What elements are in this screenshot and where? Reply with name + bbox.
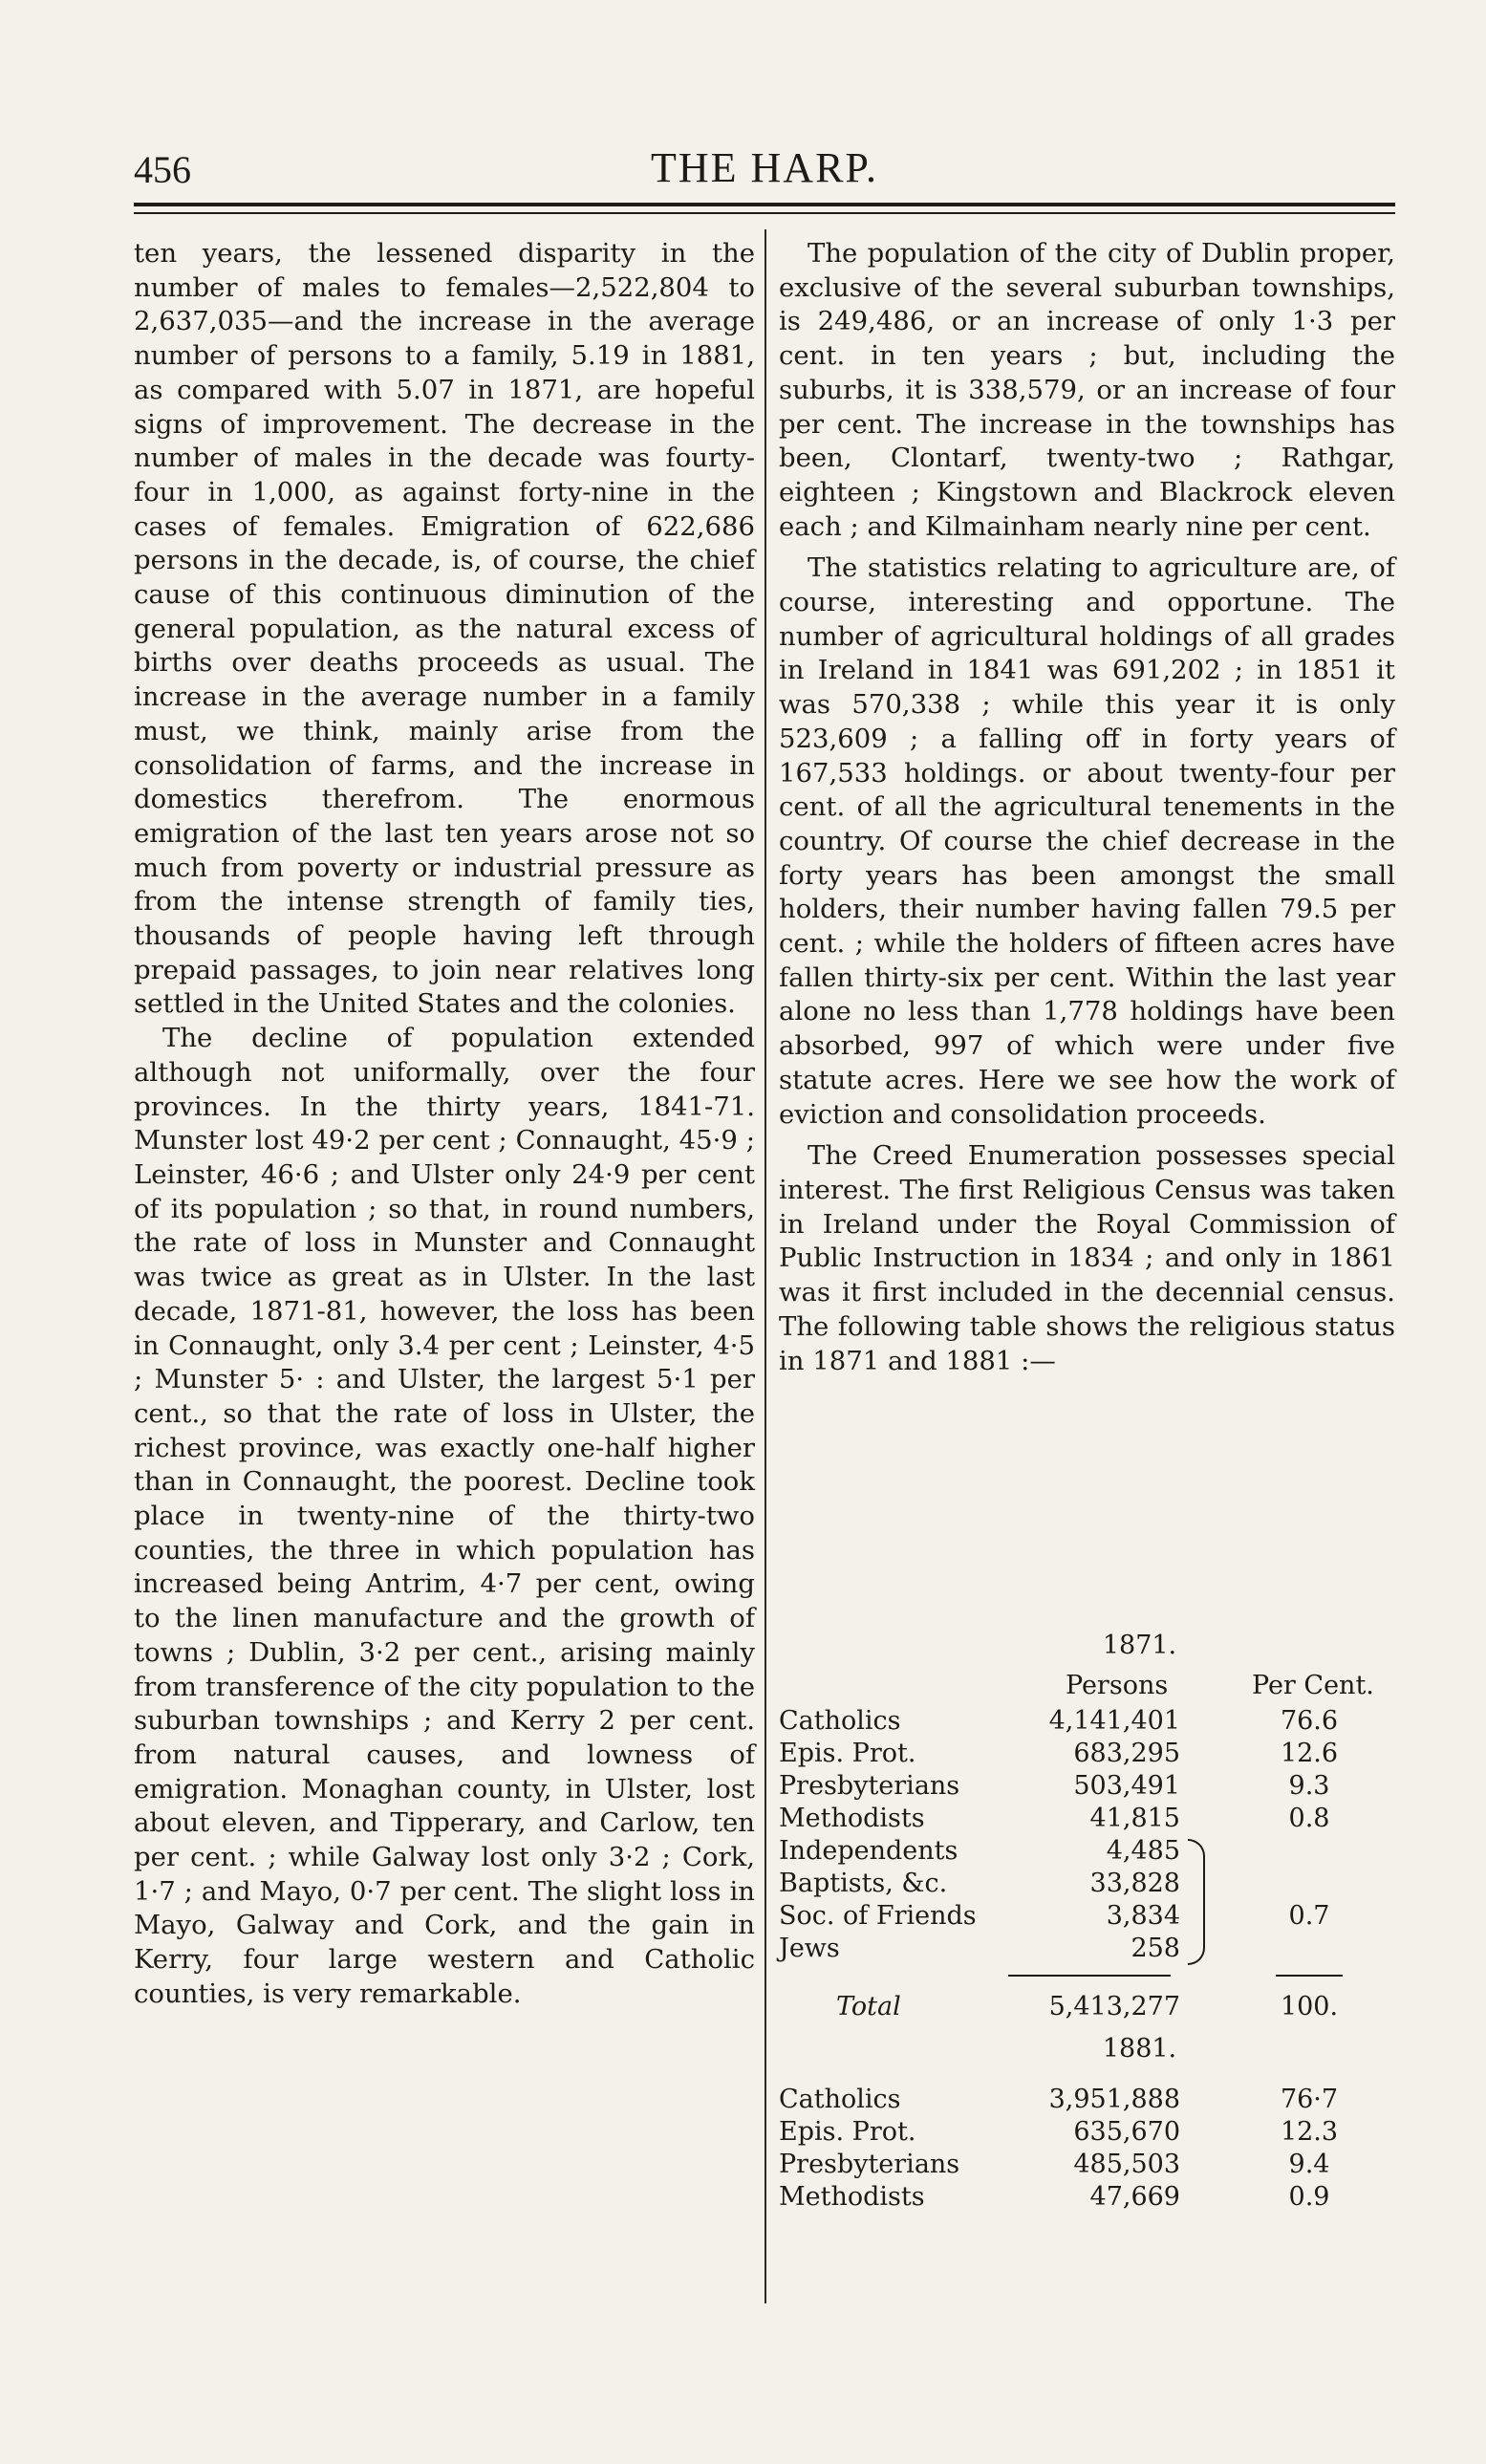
denomination-cell: Jews bbox=[779, 1934, 840, 1963]
rows-1871 bbox=[779, 1705, 1395, 1965]
header-rule-thin bbox=[134, 212, 1395, 214]
percent-cell: 0.9 bbox=[1288, 2182, 1330, 2212]
persons-cell: 503,491 bbox=[1073, 1771, 1180, 1801]
table-row bbox=[779, 2116, 1395, 2149]
denomination-cell: Methodists bbox=[779, 1804, 925, 1833]
total-rule-persons bbox=[1008, 1975, 1171, 1977]
year-heading-1881: 1881. bbox=[1102, 2034, 1177, 2064]
persons-cell: 635,670 bbox=[1073, 2117, 1180, 2147]
denomination-cell: Independents bbox=[779, 1836, 958, 1866]
paragraph: The decline of population extended although not uniformally, over the four provinces. In the thirty years, 1841-71. Munster lost 49·2 per cent ; Connaught, 45·9 ; Leinster, 46·6 ; and Ulster only 24·9 per cent of its population ; so that, in round numbers, the rate of loss in Munster and Connaught was twice as great as in Ulster. In the last decade, 1871-81, however, the loss has been in Connaught, only 3.4 per cent ; Leinster, 4·5 ; Munster 5· : and Ulster, the largest 5·1 per cent., so that the rate of loss in Ulster, the richest province, was exactly one-half higher than in Connaught, the poorest. Decline took place in twenty-nine of the thirty-two counties, the three in which population has increased being Antrim, 4·7 per cent, owing to the linen manufacture and the growth of towns ; Dublin, 3·2 per cent., arising mainly from transference of the city population to the suburban townships ; and Kerry 2 per cent. from natural causes, and lowness of emigration. Monaghan county, in Ulster, lost about eleven, and Tipperary, and Carlow, ten per cent. ; while Galway lost only 3·2 ; Cork, 1·7 ; and Mayo, 0·7 per cent. The slight loss in Mayo, Galway and Cork, and the gain in Kerry, four large western and Catholic counties, is very remarkable. bbox=[134, 1023, 755, 2009]
persons-heading: Persons bbox=[1066, 1671, 1169, 1700]
percent-cell: 76·7 bbox=[1280, 2085, 1339, 2114]
right-column bbox=[779, 237, 1395, 1378]
total-percent: 100. bbox=[1280, 1992, 1339, 2021]
table-row bbox=[779, 1803, 1395, 1835]
percent-cell: 76.6 bbox=[1280, 1706, 1339, 1736]
percent-cell: 12.6 bbox=[1280, 1739, 1339, 1768]
table-column-headings bbox=[779, 1667, 1395, 1705]
header-rule-thick bbox=[134, 203, 1395, 206]
persons-cell: 485,503 bbox=[1073, 2150, 1180, 2179]
percent-cell: 0.7 bbox=[1288, 1901, 1330, 1931]
denomination-cell: Baptists, &c. bbox=[779, 1869, 948, 1898]
spacer bbox=[779, 2070, 1395, 2084]
total-persons: 5,413,277 bbox=[1048, 1992, 1180, 2021]
total-label: Total bbox=[836, 1992, 901, 2021]
percent-cell: 0.8 bbox=[1288, 1804, 1330, 1833]
table-row bbox=[779, 2084, 1395, 2116]
denomination-cell: Epis. Prot. bbox=[779, 1739, 916, 1768]
paragraph: The Creed Enumeration possesses special interest. The first Religious Census was taken in Ireland under the Royal Commission of Public Instruction in 1834 ; and only in 1861 was it first included in the decennial census. The following table shows the religious status in 1871 and 1881 :— bbox=[779, 1140, 1395, 1376]
paragraph: The population of the city of Dublin proper, exclusive of the several suburban townships, is 249,486, or an increase of only 1·3 per cent. in ten years ; but, including the suburbs, it is 338,579, or an increase of four per cent. The increase in the townships has been, Clontarf, twenty-two ; Rathgar, eighteen ; Kingstown and Blackrock eleven each ; and Kilmainham nearly nine per cent. bbox=[779, 238, 1395, 542]
percent-cell: 9.4 bbox=[1288, 2150, 1330, 2179]
persons-cell: 3,951,888 bbox=[1048, 2085, 1180, 2114]
total-rules bbox=[779, 1965, 1395, 1986]
table-row bbox=[779, 1770, 1395, 1803]
denomination-cell: Presbyterians bbox=[779, 1771, 960, 1801]
grouping-brace bbox=[1188, 1839, 1205, 1965]
rows-1881 bbox=[779, 2084, 1395, 2214]
page-header bbox=[134, 143, 1395, 201]
table-row bbox=[779, 1835, 1395, 1868]
table-row bbox=[779, 1900, 1395, 1933]
table-row bbox=[779, 1705, 1395, 1738]
table-row bbox=[779, 1933, 1395, 1965]
denomination-cell: Catholics bbox=[779, 2085, 901, 2114]
year-heading-1871: 1871. bbox=[1102, 1631, 1177, 1660]
denomination-cell: Methodists bbox=[779, 2182, 925, 2212]
total-rule-percent bbox=[1276, 1975, 1343, 1977]
percent-cell: 9.3 bbox=[1288, 1771, 1330, 1801]
persons-cell: 33,828 bbox=[1089, 1869, 1180, 1898]
running-title: THE HARP. bbox=[650, 144, 879, 191]
paragraph: ten years, the lessened disparity in the number of males to females—2,522,804 to 2,637,035—and the increase in the average number of persons to a family, 5.19 in 1881, as compared with 5.07 in 1871, are hopeful signs of improvement. The decrease in the number of males in the decade was fourty-four in 1,000, as against forty-nine in the cases of females. Emigration of 622,686 persons in the decade, is, of course, the chief cause of this continuous diminution of the general population, as the natural excess of births over deaths proceeds as usual. The increase in the average number in a family must, we think, mainly arise from the consolidation of farms, and the increase in domestics therefrom. The enormous emigration of the last ten years arose not so much from poverty or industrial pressure as from the intense strength of family ties, thousands of people having left through prepaid passages, to join near relatives long settled in the United States and the colonies. bbox=[134, 238, 755, 1020]
denomination-cell: Epis. Prot. bbox=[779, 2117, 916, 2147]
page-number: 456 bbox=[134, 148, 191, 191]
paragraph: The statistics relating to agriculture are, of course, interesting and opportune. The number of agricultural holdings of all grades in Ireland in 1841 was 691,202 ; in 1851 it was 570,338 ; while this year it is only 523,609 ; a falling off in forty years of 167,533 holdings. or about twenty-four per cent. of all the agricultural tenements in the country. Of course the chief decrease in the forty years has been amongst the small holders, their number having fallen 79.5 per cent. ; while the holders of fifteen acres have fallen thirty-six per cent. Within the last year alone no less than 1,778 holdings have been absorbed, 997 of which were under five statute acres. Here we see how the work of eviction and consolidation proceeds. bbox=[779, 552, 1395, 1130]
denomination-cell: Soc. of Friends bbox=[779, 1901, 977, 1931]
column-divider bbox=[765, 229, 766, 2303]
left-column bbox=[134, 237, 755, 2012]
total-row bbox=[779, 1986, 1395, 2028]
table-row bbox=[779, 1738, 1395, 1770]
persons-cell: 47,669 bbox=[1089, 2182, 1180, 2212]
persons-cell: 683,295 bbox=[1073, 1739, 1180, 1768]
persons-cell: 41,815 bbox=[1089, 1804, 1180, 1833]
creed-table bbox=[779, 1625, 1395, 2214]
persons-cell: 258 bbox=[1131, 1934, 1180, 1963]
persons-cell: 3,834 bbox=[1106, 1901, 1180, 1931]
table-row bbox=[779, 1868, 1395, 1900]
table-row bbox=[779, 2149, 1395, 2181]
denomination-cell: Catholics bbox=[779, 1706, 901, 1736]
percent-heading: Per Cent. bbox=[1252, 1671, 1374, 1700]
persons-cell: 4,141,401 bbox=[1048, 1706, 1180, 1736]
percent-cell: 12.3 bbox=[1280, 2117, 1339, 2147]
denomination-cell: Presbyterians bbox=[779, 2150, 960, 2179]
persons-cell: 4,485 bbox=[1106, 1836, 1180, 1866]
table-row bbox=[779, 2181, 1395, 2214]
